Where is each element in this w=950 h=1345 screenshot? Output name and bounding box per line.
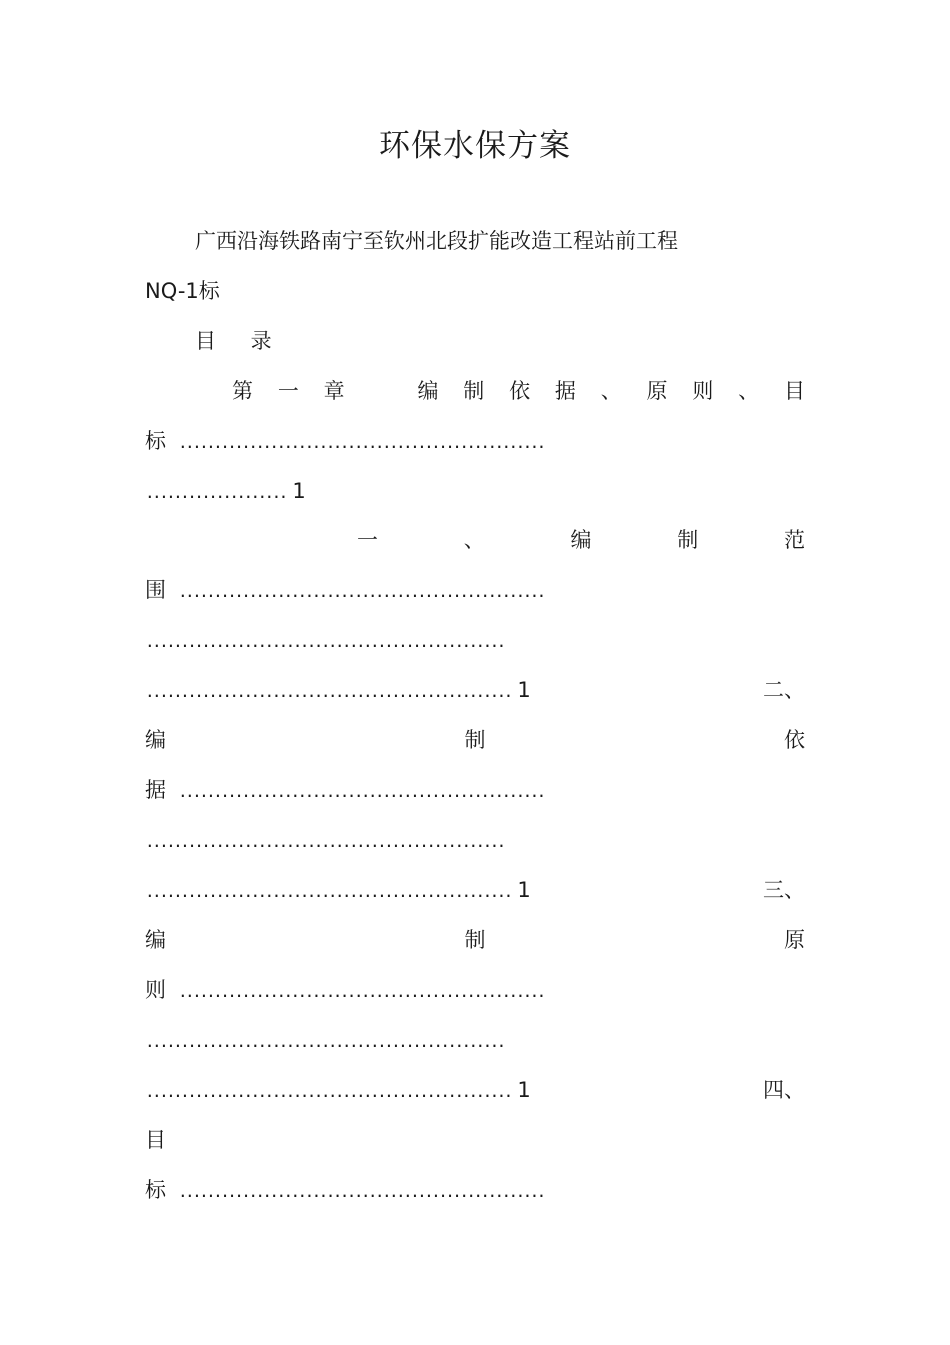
page-number: 1 (517, 878, 531, 902)
toc-char: 制 (463, 379, 485, 403)
toc-item-2-number[interactable]: 二、 (763, 678, 805, 702)
toc-char: 编 (570, 528, 592, 552)
toc-chapter-1-title[interactable] (232, 376, 805, 406)
dot-leader: .................... (145, 483, 286, 502)
toc-char: 、 (600, 379, 622, 403)
toc-item-1-title[interactable] (357, 525, 805, 555)
dot-leader: .................................................... (178, 1182, 544, 1201)
toc-char: 则 (692, 379, 714, 403)
toc-char: 一 (357, 528, 378, 552)
toc-char: 章 (323, 379, 345, 403)
dot-leader: ................................................... (145, 832, 504, 851)
toc-char: 第 (232, 379, 253, 403)
toc-char: 目 (145, 1128, 166, 1152)
toc-item-2-title[interactable] (145, 725, 805, 755)
toc-char: 原 (646, 379, 668, 403)
toc-char: 目 (783, 379, 805, 403)
dot-leader: .................................................... (178, 782, 544, 801)
toc-item-3-leader-2 (145, 1025, 805, 1055)
toc-item-2-page-row (145, 875, 805, 905)
page-number: 1 (517, 1078, 531, 1102)
toc-char: 据 (554, 379, 576, 403)
toc-char: 则 (145, 978, 166, 1002)
toc-char: 编 (145, 928, 166, 952)
toc-item-2-leader-2 (145, 825, 805, 855)
toc-item-1-leader (145, 575, 805, 605)
dot-leader: .................................................... (145, 882, 511, 901)
toc-item-2-leader (145, 775, 805, 805)
toc-char: 编 (145, 728, 166, 752)
dot-leader: ................................................... (145, 632, 504, 651)
dot-leader: ................................................... (145, 1032, 504, 1051)
toc-char: 依 (784, 728, 805, 752)
toc-char: 标 (145, 1178, 166, 1202)
toc-char: 一 (277, 379, 299, 403)
toc-char: 制 (464, 928, 486, 952)
toc-item-4-leader (145, 1175, 805, 1205)
dot-leader: .................................................... (145, 682, 511, 701)
toc-chapter-1-leader (145, 426, 805, 456)
toc-item-3-page-row (145, 1075, 805, 1105)
toc-char: 制 (677, 528, 699, 552)
section-code: NQ-1标 (145, 279, 220, 303)
toc-char: 制 (464, 728, 486, 752)
dot-leader: .................................................... (178, 433, 544, 452)
project-subtitle: 广西沿海铁路南宁至钦州北段扩能改造工程站前工程 (195, 229, 678, 253)
toc-item-3-leader (145, 975, 805, 1005)
page-number: 1 (292, 479, 306, 503)
toc-heading: 目 录 (195, 329, 286, 353)
page-number: 1 (517, 678, 531, 702)
toc-char: 原 (784, 928, 805, 952)
toc-item-3-title[interactable] (145, 925, 805, 955)
dot-leader: .................................................... (145, 1082, 511, 1101)
toc-char: 标 (145, 429, 166, 453)
toc-item-1-page-row (145, 675, 805, 705)
toc-char: 、 (738, 379, 760, 403)
toc-char: 范 (784, 528, 805, 552)
toc-char: 围 (145, 578, 166, 602)
toc-char: 据 (145, 778, 166, 802)
toc-char: 编 (417, 379, 439, 403)
toc-item-4-title[interactable] (145, 1125, 805, 1155)
dot-leader: .................................................... (178, 582, 544, 601)
toc-chapter-1-page (145, 476, 805, 506)
toc-char: 、 (463, 528, 485, 552)
toc-item-3-number[interactable]: 三、 (763, 878, 805, 902)
toc-item-4-number[interactable]: 四、 (763, 1078, 805, 1102)
toc-char: 依 (509, 379, 531, 403)
dot-leader: .................................................... (178, 982, 544, 1001)
document-title: 环保水保方案 (379, 128, 571, 164)
toc-item-1-leader-2 (145, 625, 805, 655)
